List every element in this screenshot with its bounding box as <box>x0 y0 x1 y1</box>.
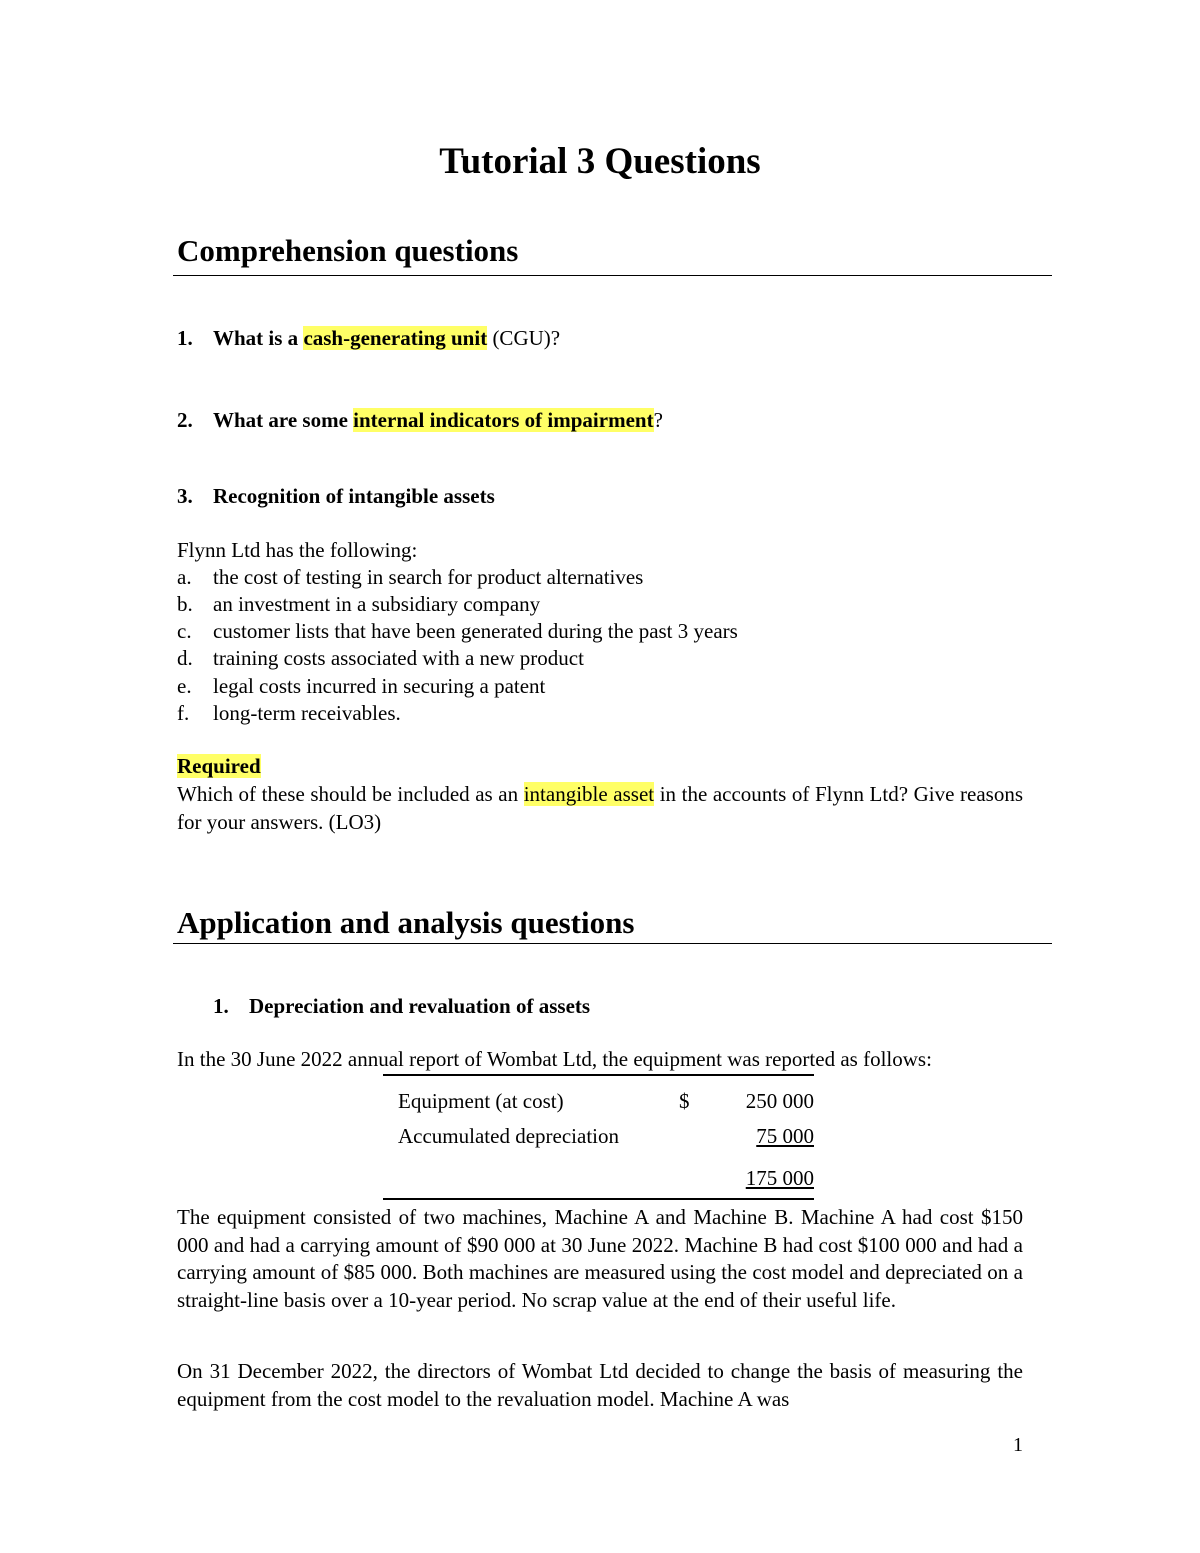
question-3-heading <box>177 484 495 509</box>
question-heading-text: Recognition of intangible assets <box>213 484 495 508</box>
question-2 <box>177 408 663 433</box>
question-text-end: (CGU)? <box>487 326 561 350</box>
table-top-rule <box>383 1074 814 1076</box>
application-q1-paragraph-1: The equipment consisted of two machines, Machine A and Machine B. Machine A had cost $150 000 and had a carrying amount of $90 000 at 30 June 2022. Machine B had cost $100 000 and had a carrying amount of $85 000. Both machines are measured using the cost model and depreciated on a straight-line basis over a 10-year period. No scrap value at the end of their useful life. <box>177 1205 1023 1312</box>
question-text-end: ? <box>653 408 663 432</box>
question-text: What is a <box>213 326 304 350</box>
required-label: Required <box>177 754 261 778</box>
application-question-1-heading <box>213 994 590 1019</box>
table-row-1-value: 250 000 <box>745 1089 814 1113</box>
section-heading-comprehension: Comprehension questions <box>177 233 519 268</box>
question-1 <box>177 326 560 351</box>
question-number: 3. <box>177 484 193 508</box>
list-item: e. legal costs incurred in securing a patent <box>177 674 546 698</box>
table-row-1-label: Equipment (at cost) <box>398 1089 564 1113</box>
page-number: 1 <box>1013 1434 1023 1456</box>
table-bottom-rule <box>383 1198 814 1200</box>
page-title: Tutorial 3 Questions <box>439 141 761 182</box>
highlighted-term: internal indicators of impairment <box>353 408 654 432</box>
table-row-2-label: Accumulated depreciation <box>398 1124 619 1148</box>
question-heading-text: Depreciation and revaluation of assets <box>249 994 591 1018</box>
section-rule <box>173 943 1052 944</box>
question-text: What are some <box>213 408 354 432</box>
table-total-value: 175 000 <box>745 1166 814 1190</box>
required-paragraph: Which of these should be included as an intangible asset in the accounts of Flynn Ltd? Give reasons for your answers. (LO3) <box>177 782 1023 834</box>
table-row-1-currency: $ <box>679 1089 690 1113</box>
highlighted-term: intangible asset <box>523 782 655 806</box>
list-item: d. training costs associated with a new product <box>177 646 584 670</box>
question-number: 1. <box>213 994 229 1018</box>
application-q1-paragraph-2: On 31 December 2022, the directors of Wombat Ltd decided to change the basis of measuring the equipment from the cost model to the revaluation model. Machine A was <box>177 1359 1023 1411</box>
section-rule <box>173 275 1052 276</box>
highlighted-term: cash-generating unit <box>303 326 488 350</box>
question-number: 2. <box>177 408 193 432</box>
section-heading-application: Application and analysis questions <box>177 905 635 940</box>
question-3-intro: Flynn Ltd has the following: <box>177 538 418 562</box>
table-row-2-value: 75 000 <box>756 1124 814 1148</box>
list-item: c. customer lists that have been generated during the past 3 years <box>177 619 738 643</box>
list-item: b. an investment in a subsidiary company <box>177 592 541 616</box>
question-number: 1. <box>177 326 193 350</box>
list-item: f. long-term receivables. <box>177 701 401 725</box>
application-q1-intro: In the 30 June 2022 annual report of Wombat Ltd, the equipment was reported as follows: <box>177 1047 932 1071</box>
list-item: a. the cost of testing in search for product alternatives <box>177 565 644 589</box>
